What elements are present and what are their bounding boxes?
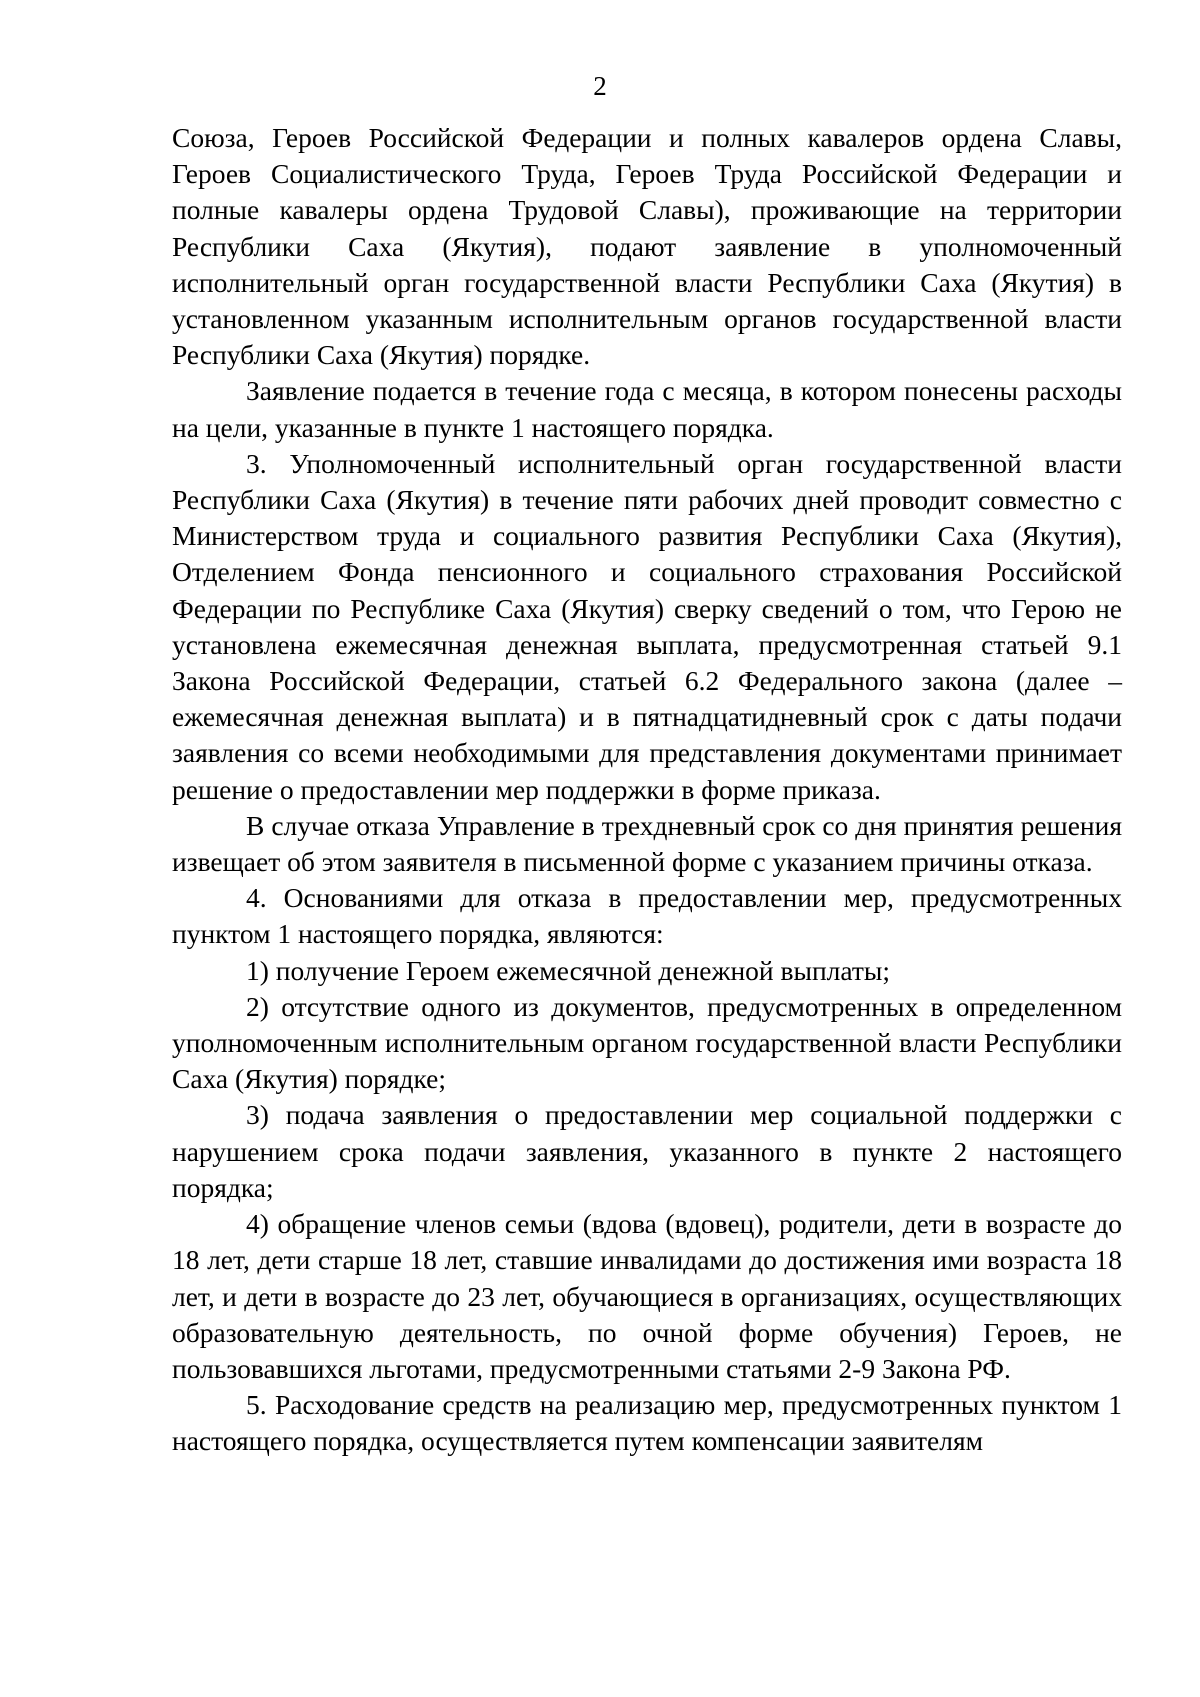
document-body <box>172 120 1122 1460</box>
paragraph-item-4: 4. Основаниями для отказа в предоставлении мер, предусмотренных пунктом 1 настоящего порядка, являются: <box>172 882 1122 950</box>
paragraph-continuation: Союза, Героев Российской Федерации и полных кавалеров ордена Славы, Героев Социалистического Труда, Героев Труда Российской Федерации и полные кавалеры ордена Трудовой Славы), проживающие на территории Республики Саха (Якутия), подают заявление в уполномоченный исполнительный орган государственной власти Республики Саха (Якутия) в установленном указанным исполнительным органов государственной власти Республики Саха (Якутия) порядке. <box>172 122 1122 371</box>
list-item-2: 2) отсутствие одного из документов, предусмотренных в определенном уполномоченным исполнительным органом государственной власти Республики Саха (Якутия) порядке; <box>172 990 1122 1095</box>
paragraph-refusal-notice: В случае отказа Управление в трехдневный срок со дня принятия решения извещает об этом заявителя в письменной форме с указанием причины отказа. <box>172 809 1122 878</box>
list-item-3: 3) подача заявления о предоставлении мер социальной поддержки с нарушением срока подачи заявления, указанного в пункте 2 настоящего порядка; <box>172 1099 1122 1203</box>
list-item-1: 1) получение Героем ежемесячной денежной выплаты; <box>246 954 891 986</box>
paragraph-item-3: 3. Уполномоченный исполнительный орган государственной власти Республики Саха (Якутия) в течение пяти рабочих дней проводит совместно с Министерством труда и социального развития Республики Саха (Якутия), Отделением Фонда пенсионного и социального страхования Российской Федерации по Республике Саха (Якутия) сверку сведений о том, что Герою не установлена ежемесячная денежная выплата, предусмотренная статьей 9.1 Закона Российской Федерации, статьей 6.2 Федерального закона (далее – ежемесячная денежная выплата) и в пятнадцатидневный срок с даты подачи заявления со всеми необходимыми для представления документами принимает решение о предоставлении мер поддержки в форме приказа. <box>172 447 1122 805</box>
paragraph-application-deadline: Заявление подается в течение года с месяца, в котором понесены расходы на цели, указанные в пункте 1 настоящего порядка. <box>172 375 1122 443</box>
page-number: 2 <box>593 71 607 101</box>
paragraph-item-5: 5. Расходование средств на реализацию мер, предусмотренных пунктом 1 настоящего порядка, осуществляется путем компенсации заявителям <box>172 1389 1122 1457</box>
list-item-4: 4) обращение членов семьи (вдова (вдовец), родители, дети в возрасте до 18 лет, дети старше 18 лет, ставшие инвалидами до достижения ими возраста 18 лет, и дети в возрасте до 23 лет, обучающиеся в организациях, осуществляющих образовательную деятельность, по очной форме обучения) Героев, не пользовавшихся льготами, предусмотренными статьями 2-9 Закона РФ. <box>172 1208 1122 1384</box>
